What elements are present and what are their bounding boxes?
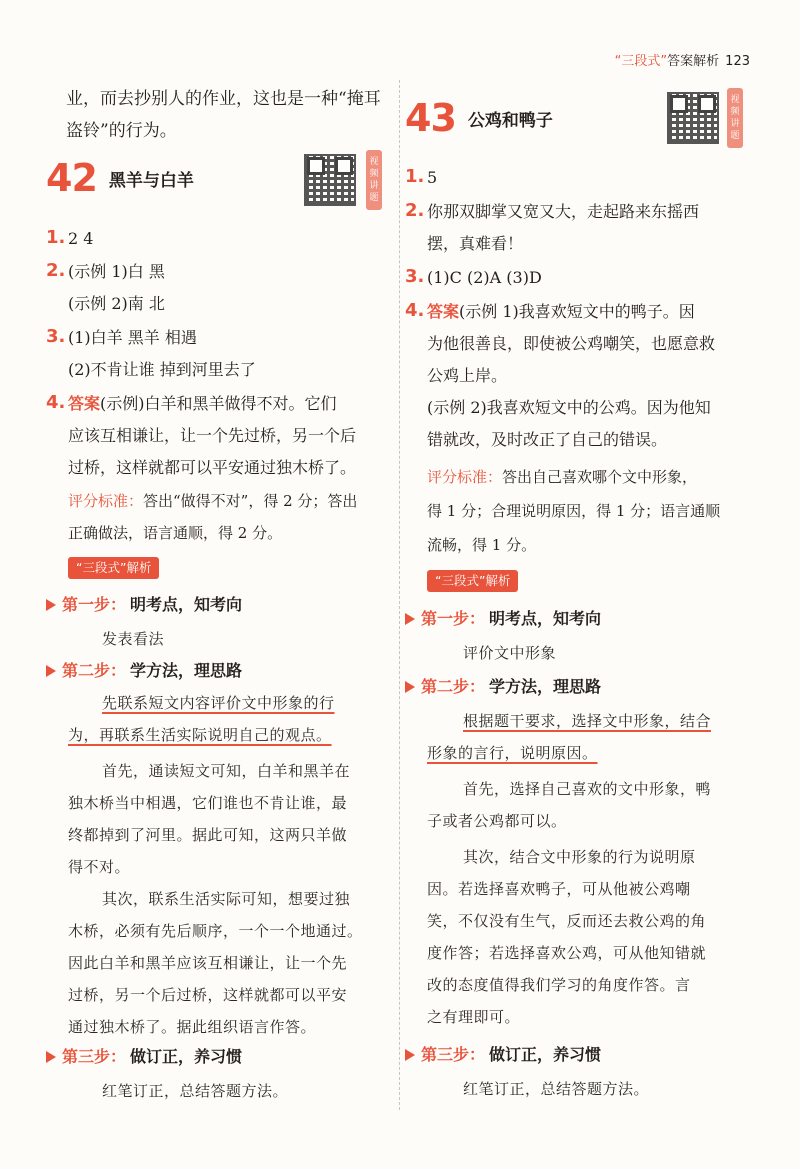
column-divider [399, 80, 400, 1110]
method-text: 先联系短文内容评价文中形象的行 [102, 694, 335, 712]
question-number: 3. [46, 326, 66, 347]
answer-text: 你那双脚掌又宽又大，走起路来东摇西 [427, 202, 700, 221]
exercise-42-title [46, 158, 194, 198]
step-body: 红笔订正，总结答题方法。 [102, 1082, 289, 1100]
exercise-number: 42 [46, 156, 97, 200]
answer-label: 答案 [427, 302, 460, 321]
answer-text: (示例 2)南 北 [68, 294, 165, 313]
scoring-label: 评分标准： [68, 492, 144, 510]
paragraph-text: 改的态度值得我们学习的角度作答。言 [427, 976, 691, 994]
paragraph-text: 通过独木桥了。据此组织语言作答。 [68, 1018, 317, 1036]
answer-label: 答案 [68, 394, 101, 413]
question-number: 2. [405, 200, 425, 221]
answer-text: 过桥，这样就都可以平安通过独木桥了。 [68, 458, 357, 477]
paragraph-text: 之有理即可。 [427, 1008, 521, 1026]
paragraph-text: 首先，通读短文可知，白羊和黑羊在 [102, 762, 351, 780]
step-1 [405, 608, 601, 630]
step-label: 第一步： [421, 609, 486, 628]
step-body: 发表看法 [102, 630, 165, 648]
answer-line [427, 301, 695, 323]
answer-text: 5 [427, 168, 438, 187]
answer-text: 应该互相谦让，让一个先过桥，另一个后 [68, 426, 357, 445]
answer-text: (2)不肯让谁 掉到河里去了 [68, 360, 256, 379]
page-header [615, 50, 750, 69]
step-title: 明考点，知考向 [489, 609, 602, 628]
step-2 [405, 676, 601, 698]
answer-line [68, 393, 337, 415]
question-number: 2. [46, 260, 66, 281]
scoring-line [68, 490, 357, 512]
exercise-43-title [405, 98, 553, 138]
answer-text: 错就改，及时改正了自己的错误。 [427, 430, 668, 449]
page-number: 123 [725, 54, 750, 69]
step-label: 第三步： [62, 1047, 127, 1066]
paragraph-text: 独木桥当中相遇，它们谁也不肯让谁，最 [68, 794, 348, 812]
step-3 [405, 1044, 601, 1066]
arrow-icon [46, 665, 56, 677]
scoring-text: 得 1 分；合理说明原因，得 1 分；语言通顺 [427, 502, 721, 520]
intro-line: 业，而去抄别人的作业，这也是一种“掩耳 [66, 89, 381, 109]
arrow-icon [405, 681, 415, 693]
step-label: 第二步： [62, 661, 127, 680]
answer-text: (1)白羊 黑羊 相遇 [68, 328, 197, 347]
paragraph-text: 因此白羊和黑羊应该互相谦让，让一个先 [68, 954, 348, 972]
exercise-name: 公鸡和鸭子 [467, 110, 553, 131]
paragraph-text: 木桥，必须有先后顺序，一个一个地通过。 [68, 922, 363, 940]
qr-code-icon[interactable] [667, 92, 719, 144]
qr-code-icon[interactable] [304, 154, 356, 206]
exercise-name: 黑羊与白羊 [108, 170, 194, 191]
video-tag[interactable]: 视频讲题 [366, 150, 382, 210]
paragraph-text: 其次，结合文中形象的行为说明原 [463, 848, 696, 866]
question-number: 4. [46, 392, 66, 413]
step-title: 学方法，理思路 [130, 661, 243, 680]
step-2 [46, 660, 242, 682]
scoring-line [427, 466, 697, 488]
paragraph-text: 首先，选择自己喜欢的文中形象，鸭 [463, 780, 712, 798]
method-text: 形象的言行，说明原因。 [427, 744, 598, 762]
method-text: 根据题干要求，选择文中形象，结合 [463, 712, 712, 730]
step-label: 第一步： [62, 595, 127, 614]
question-number: 3. [405, 266, 425, 287]
intro-line: 盗铃”的行为。 [66, 121, 177, 141]
question-number: 1. [46, 227, 66, 248]
paragraph-text: 终都掉到了河里。据此可知，这两只羊做 [68, 826, 348, 844]
step-3 [46, 1046, 242, 1068]
answer-text: (示例 1)白 黑 [68, 262, 165, 281]
arrow-icon [405, 1049, 415, 1061]
answer-text: (示例 1)我喜欢短文中的鸭子。因 [459, 302, 695, 321]
step-title: 做订正，养习惯 [489, 1045, 602, 1064]
exercise-number: 43 [405, 96, 456, 140]
paragraph-text: 度作答；若选择喜欢公鸡，可从他知错就 [427, 944, 707, 962]
answer-text: 摆，真难看！ [427, 234, 524, 253]
method-text: 为，再联系生活实际说明自己的观点。 [68, 726, 332, 744]
step-title: 做订正，养习惯 [130, 1047, 243, 1066]
paragraph-text: 得不对。 [68, 858, 131, 876]
paragraph-text: 因。若选择喜欢鸭子，可从他被公鸡嘲 [427, 880, 691, 898]
step-body: 评价文中形象 [463, 644, 557, 662]
step-body: 红笔订正，总结答题方法。 [463, 1080, 650, 1098]
header-text: 答案解析 [667, 54, 720, 69]
question-number: 1. [405, 166, 425, 187]
scoring-label: 评分标准： [427, 468, 503, 486]
header-brand: “三段式” [614, 54, 668, 69]
arrow-icon [46, 599, 56, 611]
step-label: 第二步： [421, 677, 486, 696]
scoring-text: 答出“做得不对”，得 2 分；答出 [143, 492, 358, 510]
paragraph-text: 子或者公鸡都可以。 [427, 812, 567, 830]
step-1 [46, 594, 242, 616]
answer-text: (1)C (2)A (3)D [427, 268, 542, 287]
paragraph-text: 过桥，另一个后过桥，这样就都可以平安 [68, 986, 348, 1004]
video-tag[interactable]: 视频讲题 [727, 88, 743, 148]
scoring-text: 答出自己喜欢哪个文中形象， [502, 468, 698, 486]
arrow-icon [46, 1051, 56, 1063]
analysis-badge: “三段式”解析 [427, 570, 518, 592]
analysis-badge: “三段式”解析 [68, 557, 159, 579]
question-number: 4. [405, 300, 425, 321]
paragraph-text: 其次，联系生活实际可知，想要过独 [102, 890, 351, 908]
scoring-text: 正确做法，语言通顺，得 2 分。 [68, 524, 283, 542]
answer-text: (示例)白羊和黑羊做得不对。它们 [100, 394, 337, 413]
step-title: 学方法，理思路 [489, 677, 602, 696]
paragraph-text: 笑，不仅没有生气，反而还去救公鸡的角 [427, 912, 707, 930]
step-title: 明考点，知考向 [130, 595, 243, 614]
scoring-text: 流畅，得 1 分。 [427, 536, 537, 554]
step-label: 第三步： [421, 1045, 486, 1064]
answer-text: 2 4 [68, 229, 94, 248]
answer-text: (示例 2)我喜欢短文中的公鸡。因为他知 [427, 398, 711, 417]
answer-text: 公鸡上岸。 [427, 366, 508, 385]
answer-text: 为他很善良，即使被公鸡嘲笑，也愿意救 [427, 334, 716, 353]
arrow-icon [405, 613, 415, 625]
